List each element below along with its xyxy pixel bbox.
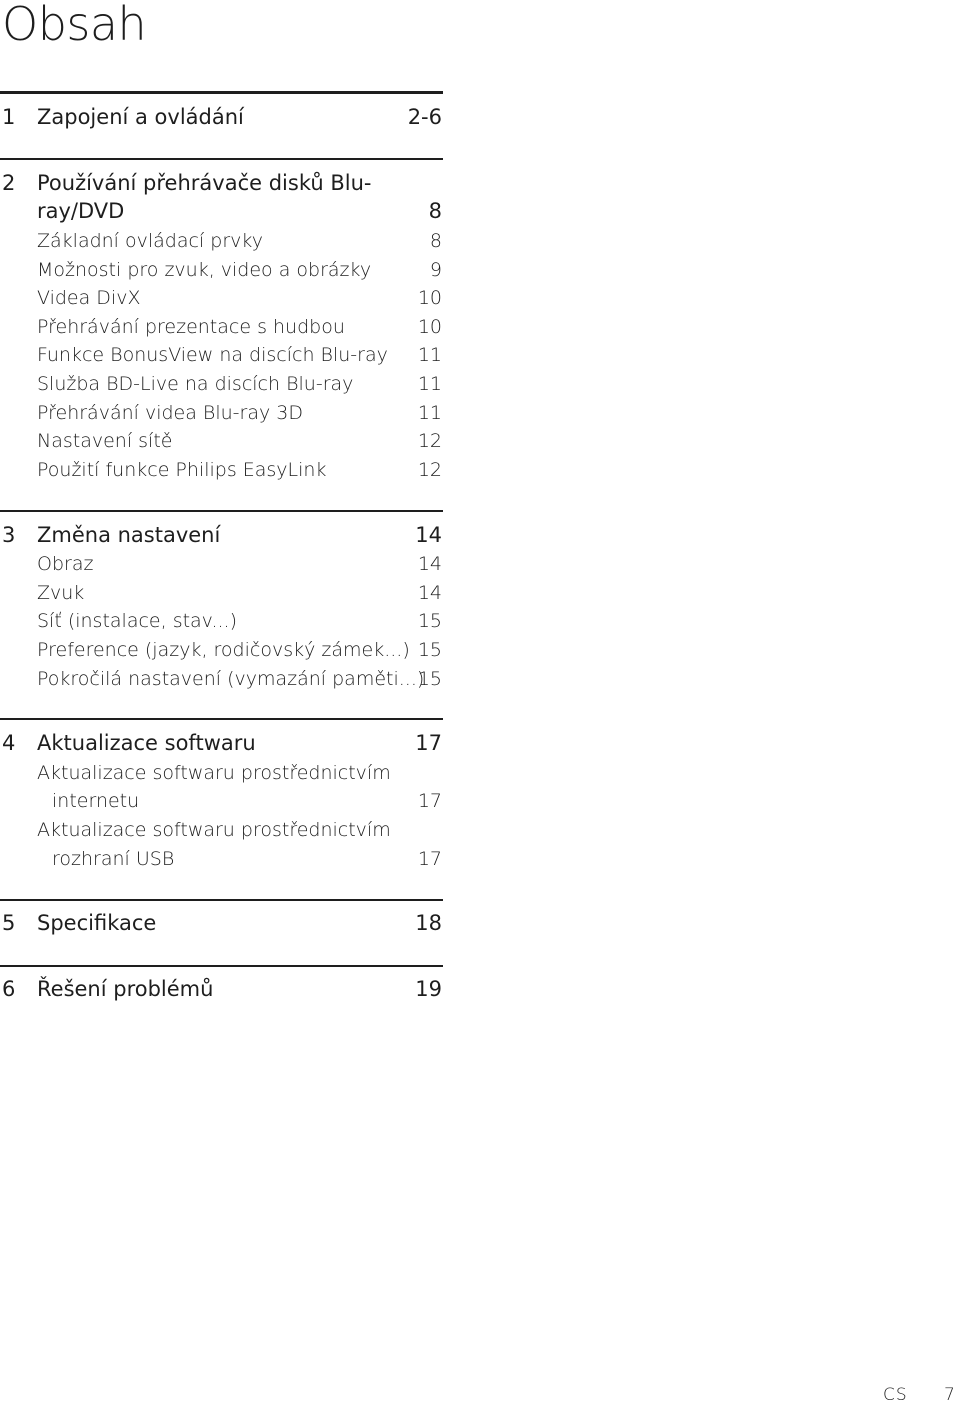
item-text: Videa DivX xyxy=(37,287,141,309)
item-text: Použití funkce Philips EasyLink xyxy=(37,459,327,481)
item-page: 14 xyxy=(417,553,442,575)
item-text: Přehrávání videa Blu-ray 3D xyxy=(37,402,303,424)
item-page: 17 xyxy=(417,848,442,870)
section-title: Řešení problémů xyxy=(37,977,214,1001)
item-text: Základní ovládací prvky xyxy=(37,230,263,252)
footer-language: CS xyxy=(883,1385,908,1405)
section-title: Aktualizace softwaru xyxy=(37,731,256,755)
item-text: Obraz xyxy=(37,553,94,575)
item-page: 15 xyxy=(417,668,442,690)
section-divider xyxy=(0,91,443,94)
footer-page-number: 7 xyxy=(944,1385,955,1405)
section-number: 3 xyxy=(2,523,16,547)
item-page: 8 xyxy=(429,230,442,252)
item-text: Služba BD-Live na discích Blu-ray xyxy=(37,373,354,395)
item-page: 14 xyxy=(417,582,442,604)
section-page: 2-6 xyxy=(407,105,442,129)
section-divider xyxy=(0,965,443,967)
item-page: 10 xyxy=(417,316,442,338)
section-number: 5 xyxy=(2,911,16,935)
item-text: Preference (jazyk, rodičovský zámek...) xyxy=(37,639,410,661)
item-text-line2: internetu xyxy=(52,790,140,812)
section-title-line1: Používání přehrávače disků Blu- xyxy=(37,171,372,195)
item-text: Zvuk xyxy=(37,582,85,604)
item-text: Možnosti pro zvuk, video a obrázky xyxy=(37,259,372,281)
item-page: 17 xyxy=(417,790,442,812)
section-divider xyxy=(0,718,443,720)
section-divider xyxy=(0,510,443,512)
section-number: 1 xyxy=(2,105,16,129)
item-page: 15 xyxy=(417,610,442,632)
section-title-line2: ray/DVD xyxy=(37,199,125,223)
item-page: 9 xyxy=(429,259,442,281)
item-page: 15 xyxy=(417,639,442,661)
section-page: 19 xyxy=(415,977,442,1001)
section-page: 14 xyxy=(415,523,442,547)
section-title: Zapojení a ovládání xyxy=(37,105,244,129)
section-number: 4 xyxy=(2,731,16,755)
item-text-line2: rozhraní USB xyxy=(52,848,175,870)
item-page: 11 xyxy=(417,402,442,424)
section-page: 18 xyxy=(415,911,442,935)
item-text-line1: Aktualizace softwaru prostřednictvím xyxy=(37,819,391,841)
section-title: Specifikace xyxy=(37,911,157,935)
item-page: 11 xyxy=(417,373,442,395)
section-page: 17 xyxy=(415,731,442,755)
section-page: 8 xyxy=(428,199,442,223)
section-divider xyxy=(0,899,443,901)
item-text: Pokročilá nastavení (vymazání paměti...) xyxy=(37,668,425,690)
section-number: 6 xyxy=(2,977,16,1001)
item-text: Funkce BonusView na discích Blu-ray xyxy=(37,344,388,366)
item-text: Síť (instalace, stav...) xyxy=(37,610,237,632)
item-page: 11 xyxy=(417,344,442,366)
item-page: 10 xyxy=(417,287,442,309)
item-text: Nastavení sítě xyxy=(37,430,173,452)
section-title: Změna nastavení xyxy=(37,523,221,547)
item-page: 12 xyxy=(417,459,442,481)
section-number: 2 xyxy=(2,171,16,195)
item-text: Přehrávání prezentace s hudbou xyxy=(37,316,345,338)
item-page: 12 xyxy=(417,430,442,452)
section-divider xyxy=(0,158,443,160)
item-text-line1: Aktualizace softwaru prostřednictvím xyxy=(37,762,391,784)
page-title: Obsah xyxy=(2,0,147,51)
